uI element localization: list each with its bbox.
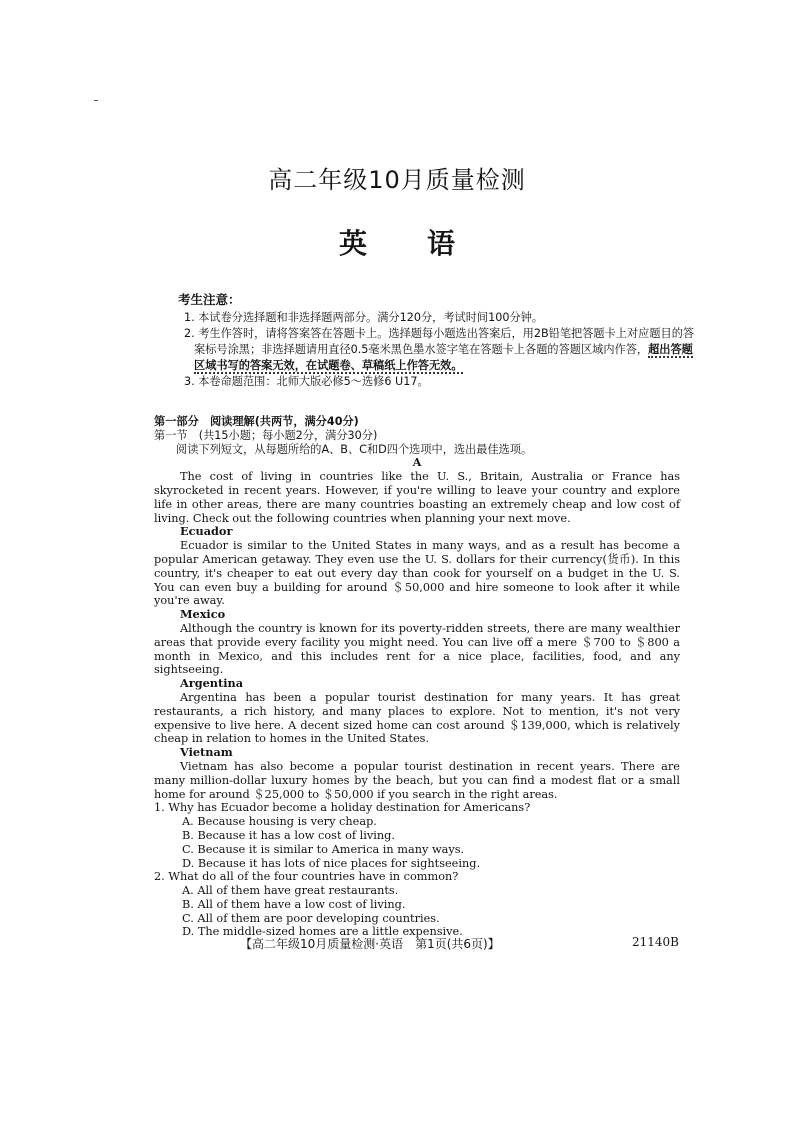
notice-item-3: 3. 本卷命题范围：北师大版必修5～选修6 U17。 xyxy=(184,375,429,388)
subject-title: 英语 xyxy=(338,227,515,260)
notice-heading: 考生注意： xyxy=(178,292,241,307)
passage-paragraph-mexico: Although the country is known for its poverty-ridden streets, there are many wealthier areas that provide every facility you might need. You can live off a mere ＄700 to ＄800 a month in Mexico, and this includes rent for a nice place, facilities, food, and any sightseeing. xyxy=(154,621,680,677)
exam-code: 21140B xyxy=(632,935,679,949)
notice-item-2-text: 2. 考生作答时，请将答案答在答题卡上。选择题每小题选出答案后，用2B铅笔把答题卡上对应题目的答案标号涂黑；非选择题请用直径0.5毫米黑色墨水签字笔在答题卡上各题的答题区域内作答， xyxy=(184,327,695,356)
question-stem: 1. Why has Ecuador become a holiday destination for Americans? xyxy=(154,801,531,815)
page-footer: 【高二年级10月质量检测·英语 第1页(共6页)】 xyxy=(240,937,500,951)
passage-heading-vietnam: Vietnam xyxy=(180,745,233,760)
answer-option: B. All of them have a low cost of living. xyxy=(182,897,406,911)
exam-title: 高二年级10月质量检测 xyxy=(268,166,526,194)
part-title: 第一部分 阅读理解(共两节，满分40分) xyxy=(154,415,359,428)
answer-option: A. All of them have great restaurants. xyxy=(182,884,399,898)
directions: 阅读下列短文，从每题所给的A、B、C和D四个选项中，选出最佳选项。 xyxy=(176,442,533,456)
answer-option: C. All of them are poor developing countries. xyxy=(182,911,440,925)
passage-heading-argentina: Argentina xyxy=(180,676,244,691)
passage-heading-mexico: Mexico xyxy=(180,607,226,622)
scan-mark xyxy=(94,100,98,101)
passage-paragraph-ecuador: Ecuador is similar to the United States in many ways, and as a result has become a popular American getaway. They even use the U. S. dollars for their currency(货币). In this country, it's cheaper to eat out every day than cook for yourself on a budget in the U. S. You can even buy a building for around ＄50,000 and hire someone to look after it while you're away. xyxy=(154,539,680,608)
section-title: 第一节 (共15小题；每小题2分，满分30分) xyxy=(154,428,378,442)
question-stem: 2. What do all of the four countries have in common? xyxy=(154,870,459,884)
answer-option: A. Because housing is very cheap. xyxy=(182,815,377,829)
answer-option: D. Because it has lots of nice places for sightseeing. xyxy=(182,856,481,870)
passage-paragraph-argentina: Argentina has been a popular tourist destination for many years. It has great restaurants, a rich history, and many places to explore. Not to mention, it's not very expensive to live here. A decent sized home can cost around ＄139,000, which is relatively cheap in relation to homes in the United States. xyxy=(154,690,680,746)
notice-item-1: 1. 本试卷分选择题和非选择题两部分。满分120分，考试时间100分钟。 xyxy=(184,311,544,324)
passage-intro: The cost of living in countries like the U. S., Britain, Australia or France has skyrocketed in recent years. However, if you're willing to leave your country and explore life in other areas, there are many countries boasting an extremely cheap and low cost of living. Check out the following countries when planning your next move. xyxy=(154,470,680,525)
passage-paragraph-vietnam: Vietnam has also become a popular tourist destination in recent years. There are many million-dollar luxury homes by the beach, but you can find a modest flat or a small home for around ＄25,000 to ＄50,000 if you search in the right areas. xyxy=(154,759,680,801)
passage-label: A xyxy=(412,455,422,470)
answer-option: C. Because it is similar to America in many ways. xyxy=(182,842,465,856)
passage-heading-ecuador: Ecuador xyxy=(180,524,233,539)
notice-item-2 xyxy=(178,326,698,374)
notice-item-2-emphasis: 超出答题区域书写的答案无效，在试题卷、草稿纸上作答无效。 xyxy=(194,343,693,372)
reading-section xyxy=(154,415,680,939)
candidate-notice xyxy=(178,292,698,390)
answer-option: B. Because it has a low cost of living. xyxy=(182,828,395,842)
answer-option: D. The middle-sized homes are a little expensive. xyxy=(182,925,463,939)
